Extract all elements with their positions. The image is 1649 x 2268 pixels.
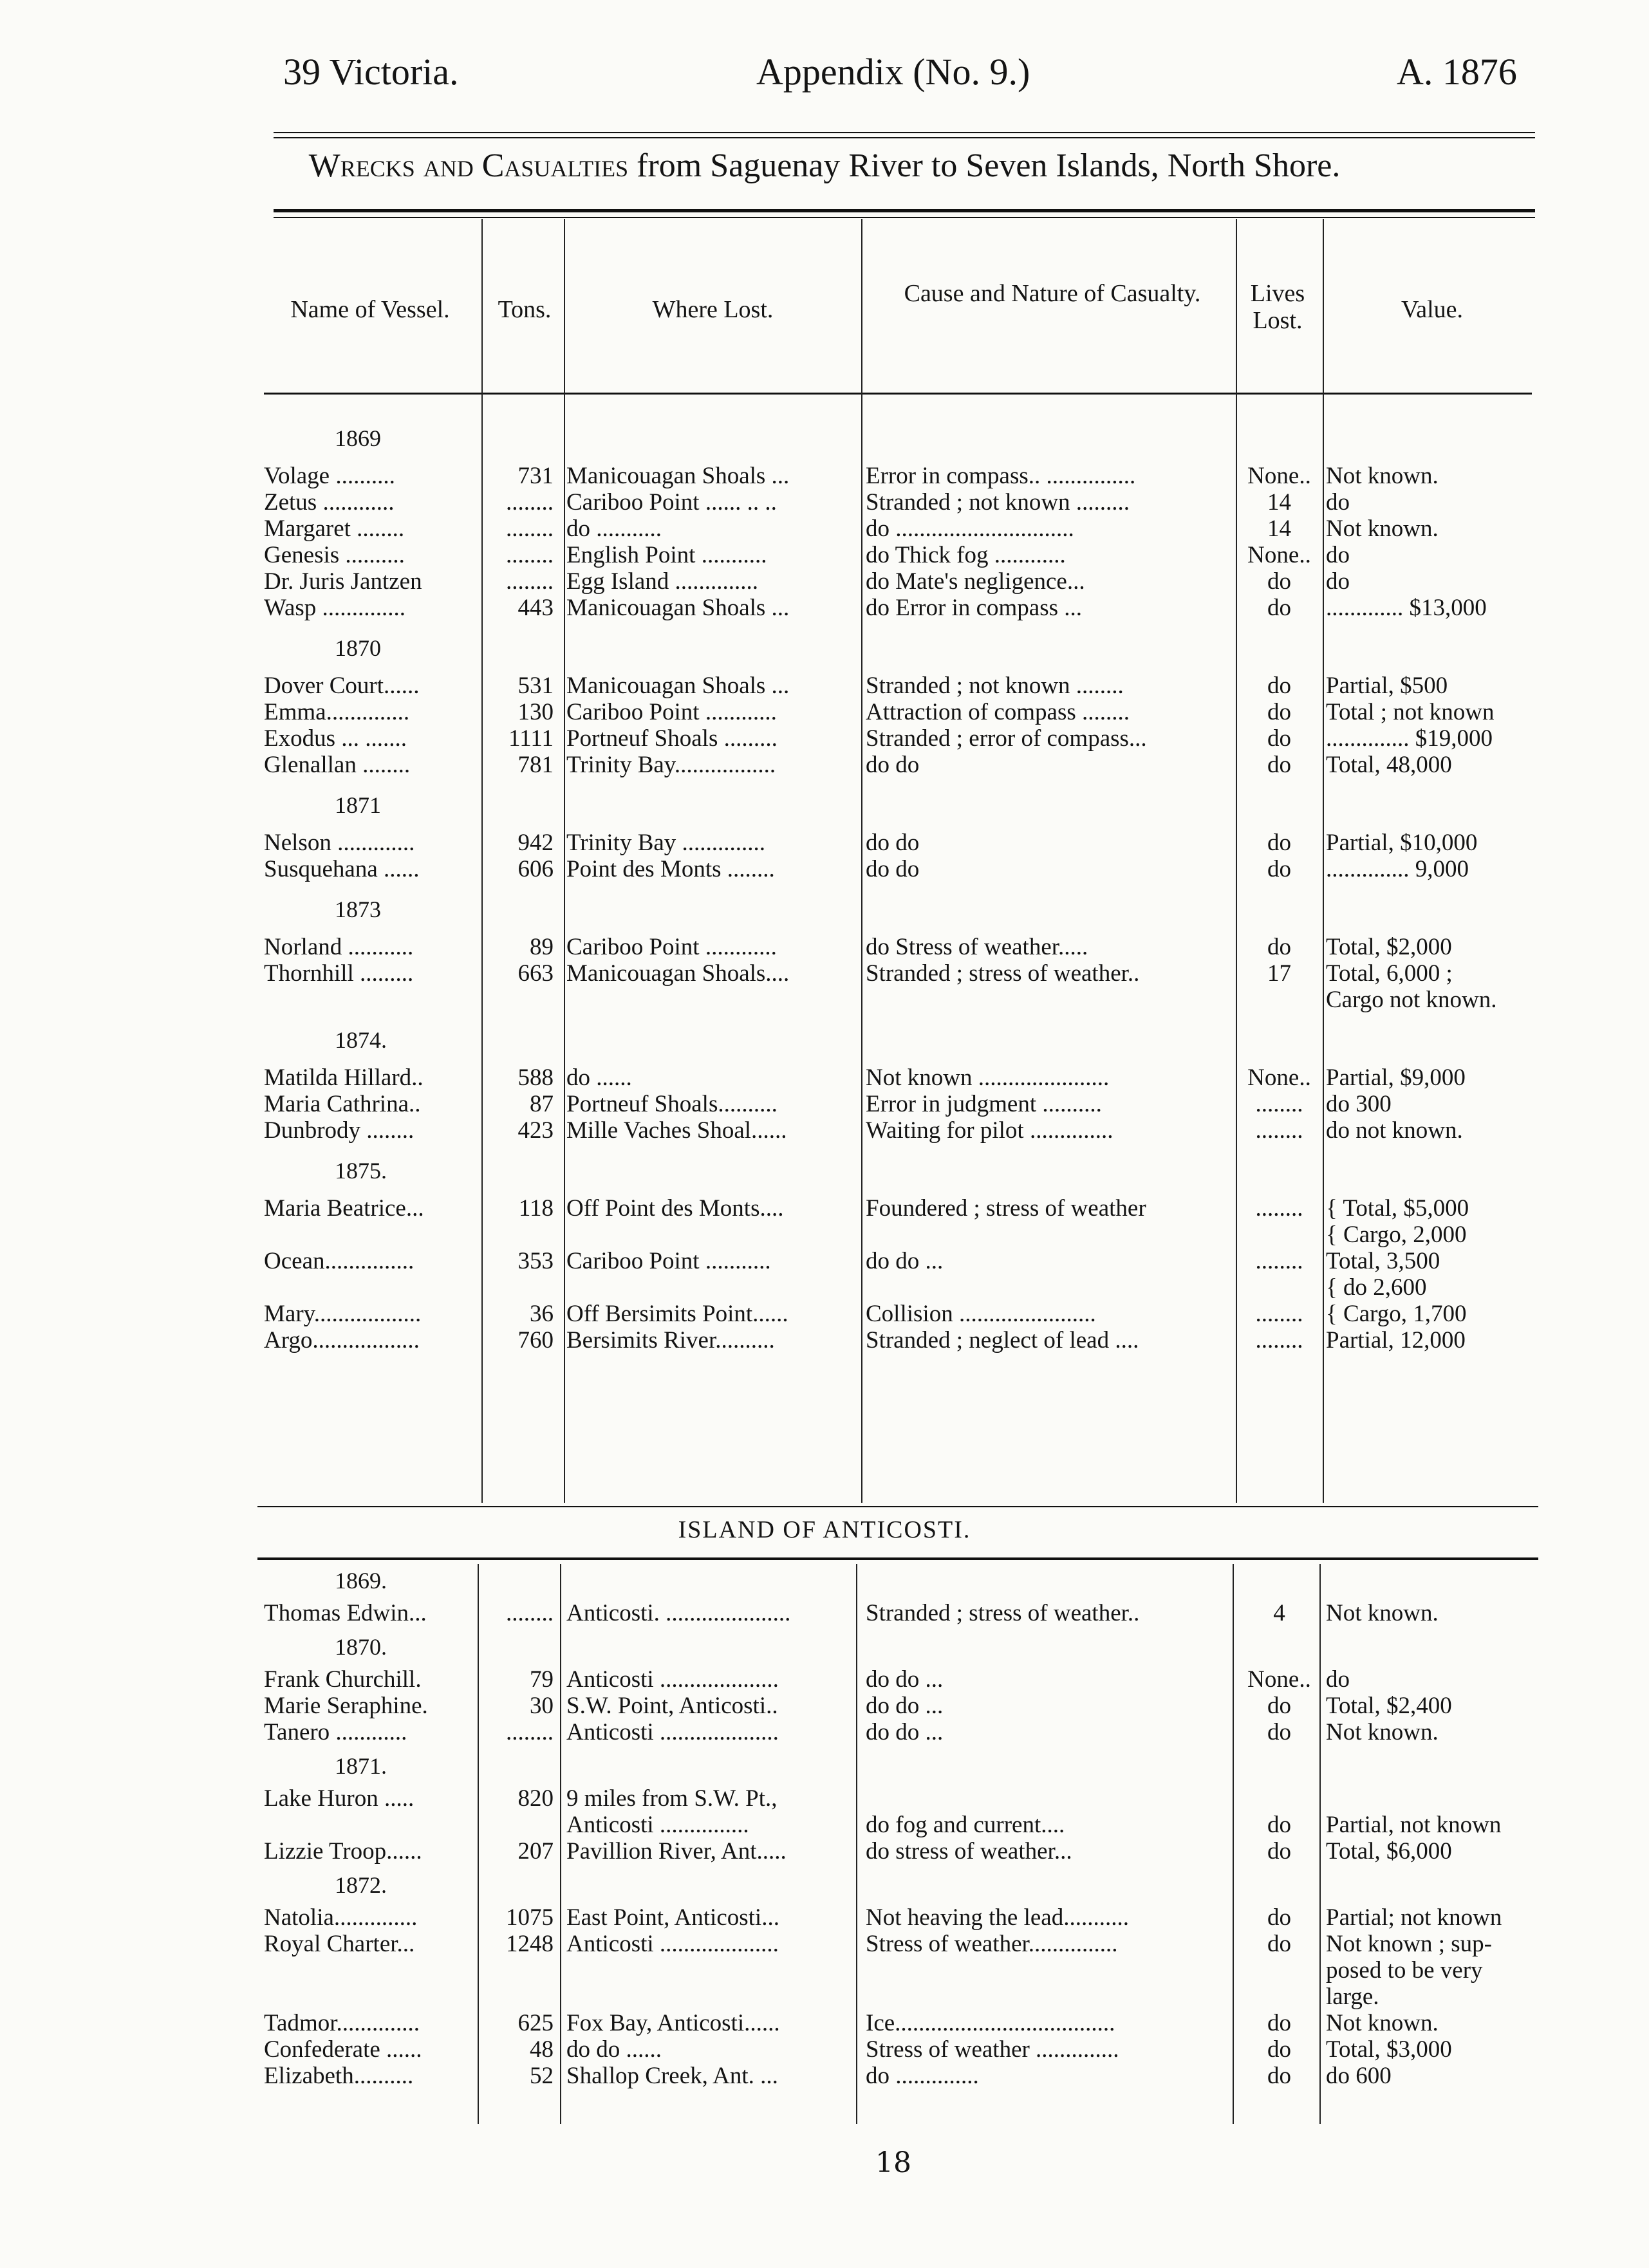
cell-lives: do [1267,2011,1291,2036]
cell-value: Cargo not known. [1326,987,1497,1013]
cell-tons: 588 [517,1065,554,1091]
cell-lives: ........ [1255,1118,1303,1144]
cell-where: Cariboo Point ............ [566,934,777,960]
cell-tons: 1075 [506,1905,554,1931]
title-rule-thick [274,209,1535,212]
table-row [0,1693,1649,1719]
cell-cause: Error in judgment .......... [866,1092,1102,1117]
cell-cause: do do ... [866,1667,944,1693]
cell-where: Anticosti .................... [566,1667,779,1693]
cell-name: Norland ........... [264,934,414,960]
cell-name: Thornhill ......... [264,961,414,987]
table-title-smallcaps: Wrecks and Casualties [308,147,629,184]
cell-lives: ........ [1255,1196,1303,1222]
cell-tons: 781 [517,752,554,778]
cell-value: Total, $2,400 [1326,1693,1452,1719]
cell-where: Anticosti. ..................... [566,1601,791,1626]
cell-where: Shallop Creek, Ant. ... [566,2063,778,2089]
header-rule-second [274,137,1535,138]
cell-lives: None.. [1247,1667,1311,1693]
cell-tons: ........ [506,1601,554,1626]
table-title-rest: from Saguenay River to Seven Islands, North Shore. [628,147,1341,184]
table-row [0,1275,1649,1301]
cell-cause: do fog and current.... [866,1812,1065,1838]
table-row [0,857,1649,882]
table-title [0,147,1649,185]
col-head-value: Value. [1401,296,1464,323]
cell-cause: do Error in compass ... [866,595,1083,621]
cell-where: Cariboo Point ............ [566,700,777,725]
cell-where: Trinity Bay .............. [566,830,766,856]
cell-name: Mary.................. [264,1301,422,1327]
cell-name: Dunbrody ........ [264,1118,415,1144]
cell-value: Partial, $9,000 [1326,1065,1466,1091]
header-rule-top [274,132,1535,133]
cell-lives: 14 [1267,516,1291,542]
cell-lives: do [1267,2063,1291,2089]
cell-where: Point des Monts ........ [566,857,775,882]
cell-value: Total, $2,000 [1326,934,1452,960]
cell-cause: Not heaving the lead........... [866,1905,1129,1931]
cell-cause: do do ... [866,1249,944,1274]
anticosti-heading: ISLAND OF ANTICOSTI. [678,1516,971,1543]
table-row [0,1092,1649,1117]
table-row [0,2063,1649,2089]
cell-value: Partial, $500 [1326,673,1448,699]
table-row [0,1222,1649,1248]
cell-name: Lake Huron ..... [264,1786,415,1812]
cell-tons: 760 [517,1328,554,1353]
table-row [0,1958,1649,1984]
table-row [0,569,1649,595]
cell-name: Lizzie Troop...... [264,1839,422,1864]
cell-name: Genesis .......... [264,543,405,568]
cell-lives: ........ [1255,1249,1303,1274]
cell-name: Zetus ............ [264,490,395,516]
heading-rule [264,393,1532,395]
anticosti-rule-top [257,1506,1538,1507]
cell-name: Glenallan ........ [264,752,411,778]
cell-tons: 36 [530,1301,554,1327]
cell-value: Partial, 12,000 [1326,1328,1466,1353]
cell-lives: ........ [1255,1328,1303,1353]
col-head-cause: Cause and Nature of Casualty. [904,280,1201,307]
cell-name: Tanero ............ [264,1720,407,1745]
cell-cause: Ice..................................... [866,2011,1115,2036]
cell-value: do not known. [1326,1118,1463,1144]
cell-where: Off Bersimits Point...... [566,1301,788,1327]
table-row [0,1301,1649,1327]
year-label: 1870. [335,1634,387,1660]
cell-value: Total, 3,500 [1326,1249,1440,1274]
cell-name: Exodus ... ....... [264,726,407,752]
cell-name: Matilda Hillard.. [264,1065,424,1091]
cell-cause: Not known ...................... [866,1065,1110,1091]
cell-where: Cariboo Point ........... [566,1249,771,1274]
cell-cause: Stress of weather .............. [866,2037,1119,2063]
cell-tons: 30 [530,1693,554,1719]
cell-value: Total, 6,000 ; [1326,961,1453,987]
table-row [0,1984,1649,2010]
cell-where: Pavillion River, Ant..... [566,1839,787,1864]
cell-value: Not known. [1326,1601,1439,1626]
cell-cause: do do [866,830,920,856]
cell-where: S.W. Point, Anticosti.. [566,1693,778,1719]
cell-name: Nelson ............. [264,830,415,856]
table-row [0,934,1649,960]
cell-lives: None.. [1247,1065,1311,1091]
cell-value: large. [1326,1984,1379,2010]
anticosti-rule-bottom [257,1557,1538,1560]
cell-value: { Cargo, 2,000 [1326,1222,1467,1248]
cell-value: do [1326,1667,1350,1693]
year-label: 1871 [335,792,381,818]
cell-lives: do [1267,700,1291,725]
cell-where: do ...... [566,1065,632,1091]
cell-tons: 531 [517,673,554,699]
cell-name: Natolia.............. [264,1905,418,1931]
table-row [0,1667,1649,1693]
cell-name: Thomas Edwin... [264,1601,427,1626]
cell-lives: None.. [1247,463,1311,489]
cell-lives: do [1267,1812,1291,1838]
cell-value: .............. $19,000 [1326,726,1493,752]
cell-tons: 423 [517,1118,554,1144]
cell-value: Not known ; sup- [1326,1931,1492,1957]
cell-lives: do [1267,752,1291,778]
cell-tons: 942 [517,830,554,856]
cell-where: Portneuf Shoals.......... [566,1092,778,1117]
cell-lives: None.. [1247,543,1311,568]
cell-cause: Stranded ; not known ......... [866,490,1130,516]
cell-tons: 353 [517,1249,554,1274]
table-row [0,516,1649,542]
cell-lives: ........ [1255,1301,1303,1327]
cell-where: Off Point des Monts.... [566,1196,784,1222]
page-number: 18 [875,2146,911,2179]
cell-lives: do [1267,1905,1291,1931]
cell-lives: do [1267,673,1291,699]
cell-cause: do Thick fog ............ [866,543,1066,568]
cell-name: Susquehana ...... [264,857,420,882]
table-row [0,1839,1649,1864]
cell-lives: 14 [1267,490,1291,516]
cell-lives: do [1267,569,1291,595]
cell-tons: 443 [517,595,554,621]
cell-where: Mille Vaches Shoal...... [566,1118,787,1144]
cell-value: Partial, $10,000 [1326,830,1478,856]
table-row [0,830,1649,856]
cell-tons: 606 [517,857,554,882]
cell-value: Total, 48,000 [1326,752,1452,778]
cell-name: Tadmor.............. [264,2011,420,2036]
table-row [0,752,1649,778]
cell-where: Manicouagan Shoals ... [566,673,790,699]
table-row [0,726,1649,752]
cell-tons: 130 [517,700,554,725]
cell-where: Trinity Bay................. [566,752,776,778]
cell-where: Portneuf Shoals ......... [566,726,778,752]
cell-cause: Stranded ; stress of weather.. [866,961,1140,987]
cell-cause: do do [866,857,920,882]
cell-value: Total, $6,000 [1326,1839,1452,1864]
cell-tons: ........ [506,1720,554,1745]
cell-tons: ........ [506,543,554,568]
cell-cause: do do ... [866,1693,944,1719]
table-row [0,1249,1649,1274]
cell-where: Manicouagan Shoals.... [566,961,790,987]
cell-cause: do Stress of weather..... [866,934,1088,960]
table-row [0,1812,1649,1838]
running-header-left: 39 Victoria. [283,51,459,93]
cell-value: posed to be very [1326,1958,1483,1984]
cell-value: Not known. [1326,463,1439,489]
cell-name: Dr. Juris Jantzen [264,569,422,595]
year-label: 1870 [335,635,381,661]
table-row [0,1328,1649,1353]
cell-where: Anticosti .................... [566,1931,779,1957]
cell-value: do [1326,569,1350,595]
cell-value: Not known. [1326,516,1439,542]
cell-name: Royal Charter... [264,1931,415,1957]
cell-tons: 48 [530,2037,554,2063]
cell-lives: do [1267,830,1291,856]
cell-tons: 118 [518,1196,554,1222]
cell-value: Not known. [1326,2011,1439,2036]
cell-tons: 87 [530,1092,554,1117]
cell-where: Manicouagan Shoals ... [566,595,790,621]
running-header-right: A. 1876 [1397,51,1517,93]
year-label: 1872. [335,1872,387,1898]
table-row [0,1905,1649,1931]
cell-value: Partial, not known [1326,1812,1502,1838]
cell-tons: 820 [517,1786,554,1812]
cell-value: { do 2,600 [1326,1275,1427,1301]
year-label: 1873 [335,897,381,922]
title-rule-thin [274,217,1535,218]
table-row [0,1196,1649,1222]
table-row [0,1720,1649,1745]
table-row [0,490,1649,516]
cell-value: .............. 9,000 [1326,857,1469,882]
cell-name: Confederate ...... [264,2037,422,2063]
running-header-center: Appendix (No. 9.) [756,51,1030,93]
cell-value: Not known. [1326,1720,1439,1745]
cell-lives: do [1267,726,1291,752]
cell-cause: Foundered ; stress of weather [866,1196,1146,1222]
cell-lives: 4 [1273,1601,1285,1626]
cell-where: Manicouagan Shoals ... [566,463,790,489]
cell-name: Marie Seraphine. [264,1693,428,1719]
table-row [0,700,1649,725]
cell-lives: 17 [1267,961,1291,987]
cell-lives: do [1267,2037,1291,2063]
cell-where: Cariboo Point ...... .. .. [566,490,777,516]
year-label: 1875. [335,1158,387,1184]
cell-value: Partial; not known [1326,1905,1502,1931]
cell-where: 9 miles from S.W. Pt., [566,1786,778,1812]
cell-lives: do [1267,934,1291,960]
cell-name: Frank Churchill. [264,1667,422,1693]
cell-name: Emma.............. [264,700,410,725]
col-head-where: Where Lost. [652,296,774,323]
cell-name: Elizabeth.......... [264,2063,414,2089]
col-head-name: Name of Vessel. [290,296,450,323]
cell-where: English Point ........... [566,543,767,568]
cell-value: { Total, $5,000 [1326,1196,1469,1222]
cell-cause: do .............................. [866,516,1074,542]
year-label: 1869 [335,425,381,451]
table-row [0,595,1649,621]
cell-where: do ........... [566,516,662,542]
cell-tons: 731 [517,463,554,489]
cell-tons: 663 [517,961,554,987]
table-row [0,463,1649,489]
table-row [0,1065,1649,1091]
cell-name: Dover Court...... [264,673,420,699]
table-row [0,673,1649,699]
cell-cause: Collision ....................... [866,1301,1096,1327]
cell-where: Fox Bay, Anticosti...... [566,2011,780,2036]
cell-name: Argo.................. [264,1328,420,1353]
table-row [0,961,1649,987]
cell-cause: do stress of weather... [866,1839,1072,1864]
cell-name: Wasp .............. [264,595,406,621]
cell-tons: 89 [530,934,554,960]
cell-value: ............. $13,000 [1326,595,1487,621]
cell-cause: Attraction of compass ........ [866,700,1130,725]
table-row [0,2011,1649,2036]
cell-where: East Point, Anticosti... [566,1905,779,1931]
cell-name: Maria Cathrina.. [264,1092,421,1117]
table-row [0,1786,1649,1812]
cell-tons: 1111 [508,726,554,752]
cell-tons: 625 [517,2011,554,2036]
cell-cause: Error in compass.. ............... [866,463,1136,489]
cell-value: do 600 [1326,2063,1392,2089]
cell-cause: Waiting for pilot .............. [866,1118,1113,1144]
cell-cause: do do ... [866,1720,944,1745]
cell-value: Total, $3,000 [1326,2037,1452,2063]
table-row [0,1601,1649,1626]
col-head-tons: Tons. [498,296,552,323]
cell-cause: Stress of weather............... [866,1931,1118,1957]
cell-where: Egg Island .............. [566,569,759,595]
cell-lives: do [1267,1931,1291,1957]
cell-where: Anticosti ............... [566,1812,749,1838]
cell-lives: do [1267,857,1291,882]
cell-cause: do do [866,752,920,778]
cell-name: Volage .......... [264,463,395,489]
cell-lives: do [1267,1720,1291,1745]
cell-value: do 300 [1326,1092,1392,1117]
table-row [0,987,1649,1013]
cell-where: do do ...... [566,2037,662,2063]
cell-name: Margaret ........ [264,516,405,542]
cell-value: do [1326,543,1350,568]
cell-tons: ........ [506,569,554,595]
cell-cause: Stranded ; error of compass... [866,726,1147,752]
cell-tons: 1248 [506,1931,554,1957]
cell-name: Ocean............... [264,1249,415,1274]
cell-cause: Stranded ; stress of weather.. [866,1601,1140,1626]
cell-cause: Stranded ; neglect of lead .... [866,1328,1139,1353]
table-row [0,1931,1649,1957]
cell-lives: do [1267,595,1291,621]
cell-tons: ........ [506,490,554,516]
cell-tons: 207 [517,1839,554,1864]
col-head-lives: Lives Lost. [1250,280,1305,334]
cell-where: Anticosti .................... [566,1720,779,1745]
year-label: 1871. [335,1753,387,1779]
table-row [0,1118,1649,1144]
cell-cause: do Mate's negligence... [866,569,1085,595]
cell-tons: ........ [506,516,554,542]
cell-cause: do .............. [866,2063,979,2089]
cell-lives: ........ [1255,1092,1303,1117]
cell-value: Total ; not known [1326,700,1495,725]
cell-tons: 52 [530,2063,554,2089]
year-label: 1874. [335,1027,387,1053]
cell-name: Maria Beatrice... [264,1196,424,1222]
cell-tons: 79 [530,1667,554,1693]
cell-value: { Cargo, 1,700 [1326,1301,1467,1327]
cell-cause: Stranded ; not known ........ [866,673,1124,699]
cell-where: Bersimits River.......... [566,1328,775,1353]
table-row [0,2037,1649,2063]
cell-lives: do [1267,1693,1291,1719]
table-row [0,543,1649,568]
cell-value: do [1326,490,1350,516]
cell-lives: do [1267,1839,1291,1864]
year-label: 1869. [335,1568,387,1594]
